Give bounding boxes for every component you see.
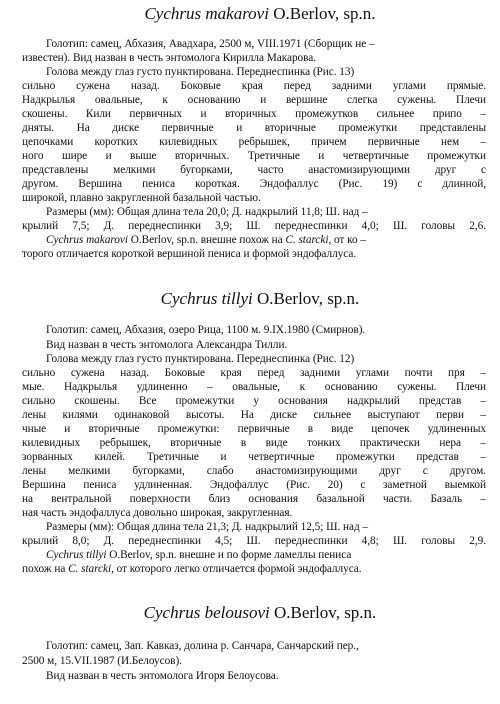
species-heading-tillyi xyxy=(40,289,480,309)
text-line: широкой, плавно закругленной базальной частью. xyxy=(22,192,261,204)
text-line xyxy=(46,234,486,247)
text-fragment: O.Berlov, sp.n. внешне и по форме ламеллы пениса xyxy=(106,549,352,561)
species-ref: C. starcki xyxy=(68,563,112,575)
text-fragment: , от ко – xyxy=(328,234,366,246)
text-line: Голотип: самец, Зап. Кавказ, долина р. Санчара, Санчарский пер., xyxy=(46,640,359,652)
text-line: килевидных ребрышек, вторичные в виде тонких практически нера – xyxy=(22,437,486,449)
species-ref: Cychrus tillyi xyxy=(46,549,107,561)
species-ref: C. starcki xyxy=(285,234,329,246)
text-line: торого отличается короткой вершиной пениса и формой эндофаллуса. xyxy=(22,248,357,260)
text-line: Надкрылья овальные, к основанию и вершине слегка сужены. Плечи xyxy=(22,94,486,106)
text-line: сильно сужена назад. Боковые края перед задними углами прямые. xyxy=(22,80,486,92)
text-line: скошены. Кили первичных и вторичных промежутков сильнее припо – xyxy=(22,108,486,120)
text-line: зорванных килей. Третичные и четвертичные промежутки представ – xyxy=(22,451,486,463)
species-ref: Cychrus makarovi xyxy=(46,234,128,246)
text-line: лены килями одинаковой высоты. На диске сильнее выступают перви – xyxy=(22,409,486,421)
text-line: представлены мелкими бугорками, часто анастомизирующими друг с xyxy=(22,164,486,176)
text-line xyxy=(22,563,486,576)
species-author: O.Berlov, sp.n. xyxy=(268,4,376,23)
text-line: Размеры (мм): Общая длина тела 20,0; Д. надкрылий 11,8; Ш. над – xyxy=(46,206,368,218)
species-author: O.Berlov, sp.n. xyxy=(252,289,360,308)
text-line: ная часть эндофаллуса довольно широкая, закругленная. xyxy=(22,507,293,519)
text-line: Вершина пениса удлиненная. Эндофаллус (Рис. 20) с заметной выемкой xyxy=(22,479,486,491)
species-name: Cychrus tillyi xyxy=(160,289,253,308)
text-fragment: похож на xyxy=(22,563,69,575)
text-line: мые. Надкрылья удлиненно – овальные, к основанию сужены. Плечи xyxy=(22,381,486,393)
text-line: дняты. На диске первичные и вторичные промежутки представлены xyxy=(22,122,486,134)
text-line: другом. Вершина пениса короткая. Эндофаллус (Рис. 19) с длинной, xyxy=(22,178,486,190)
text-line: на вентральной поверхности близ основания базальной части. Базаль – xyxy=(22,493,486,505)
text-line: Голотип: самец, Абхазия, Авадхара, 2500 м, VIII.1971 (Сборщик не – xyxy=(46,38,375,50)
text-fragment: O.Berlov, sp.n. внешне похож на xyxy=(127,234,286,246)
text-line: 2500 м, 15.VII.1987 (И.Белоусов). xyxy=(22,655,182,667)
text-line: крылий 7,5; Д. переднеспинки 3,9; Ш. переднеспинки 4,0; Ш. головы 2,6. xyxy=(22,220,486,232)
text-line: крылий 8,0; Д. переднеспинки 4,5; Ш. переднеспинки 4,8; Ш. головы 2,9. xyxy=(22,535,486,547)
species-author: O.Berlov, sp.n. xyxy=(269,603,377,622)
text-fragment: , от которого легко отличается формой эндофаллуса. xyxy=(111,563,362,575)
text-line: чные и вторичные промежутки: первичные в виде цепочек удлиненных xyxy=(22,423,486,435)
text-line: Вид назван в честь энтомолога Александра Тилли. xyxy=(46,339,288,351)
text-line: сильно скошены. Все промежутки у основания надкрылий представ – xyxy=(22,395,486,407)
text-line: Голова между глаз густо пунктирована. Переднеспинка (Рис. 13) xyxy=(46,66,355,78)
text-line: цепочками коротких килевидных ребрышек, причем первичные нем – xyxy=(22,136,486,148)
species-heading-makarovi xyxy=(40,4,480,24)
species-heading-belousovi xyxy=(40,603,480,623)
text-line: Голотип: самец, Абхазия, озеро Рица, 1100 м. 9.IX.1980 (Смирнов). xyxy=(46,324,366,336)
text-line: Размеры (мм): Общая длина тела 21,3; Д. надкрылий 12,5; Ш. над – xyxy=(46,521,369,533)
text-line: лены мелкими бугорками, слабо анастомизирующими друг с другом. xyxy=(22,465,486,477)
text-line xyxy=(46,549,486,562)
text-line: Вид назван в честь энтомолога Игоря Белоусова. xyxy=(46,670,279,682)
text-line: сильно сужена назад. Боковые края перед задними углами почти пря – xyxy=(22,367,486,379)
species-name: Cychrus makarovi xyxy=(144,4,269,23)
text-line: Голова между глаз густо пунктирована. Переднеспинка (Рис. 12) xyxy=(46,353,355,365)
species-name: Cychrus belousovi xyxy=(143,603,270,622)
text-line: ного шире и выше вторичных. Третичные и четвертичные промежутки xyxy=(22,150,486,162)
text-line: известен). Вид назван в честь энтомолога Кирилла Макарова. xyxy=(22,52,317,64)
